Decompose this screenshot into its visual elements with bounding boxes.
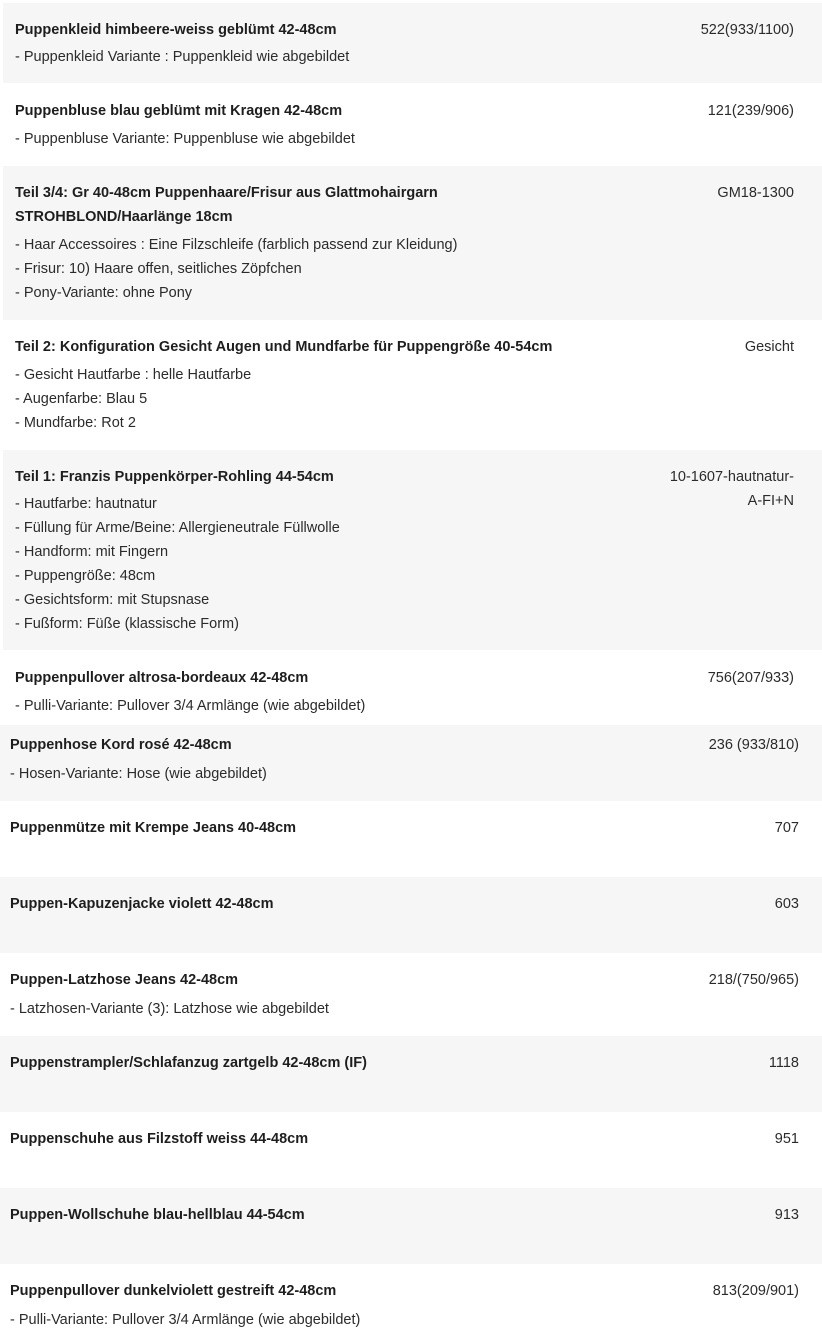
item-article-number: 813(209/901) [712,1283,799,1299]
item-article-number: 1118 [768,1055,799,1071]
item-title: Puppenpullover dunkelviolett gestreift 42-48cm [10,1283,337,1299]
item-article-number: 951 [774,1131,799,1147]
item-title-line-2: STROHBLOND/Haarlänge 18cm [15,209,233,225]
item-option: - Fußform: Füße (klassische Form) [15,616,239,632]
item-option: - Mundfarbe: Rot 2 [15,415,136,431]
item-title-line-1: Teil 3/4: Gr 40-48cm Puppenhaare/Frisur aus Glattmohairgarn [15,185,438,201]
order-item-row [0,953,822,1036]
item-title: Puppenkleid himbeere-weiss geblümt 42-48cm [15,22,337,38]
item-option: - Pulli-Variante: Pullover 3/4 Armlänge (wie abgebildet) [10,1312,361,1328]
item-article-number: 121(239/906) [707,103,794,119]
item-option: - Hautfarbe: hautnatur [15,496,157,512]
item-title: Puppenpullover altrosa-bordeaux 42-48cm [15,670,309,686]
item-option: - Puppenkleid Variante : Puppenkleid wie abgebildet [15,49,350,65]
item-title: Puppen-Latzhose Jeans 42-48cm [10,972,239,988]
item-option: - Handform: mit Fingern [15,544,169,560]
item-title: Puppenhose Kord rosé 42-48cm [10,737,232,753]
item-option: - Puppengröße: 48cm [15,568,156,584]
item-article-number: 913 [774,1207,799,1223]
item-title: Puppenbluse blau geblümt mit Kragen 42-48cm [15,103,343,119]
item-title: Teil 2: Konfiguration Gesicht Augen und Mundfarbe für Puppengröße 40-54cm [15,339,553,355]
item-article-number: GM18-1300 [717,185,794,201]
item-title: Teil 1: Franzis Puppenkörper-Rohling 44-54cm [15,469,334,485]
item-option: - Augenfarbe: Blau 5 [15,391,148,407]
item-article-number: 522(933/1100) [700,22,794,38]
order-item-row [3,83,822,166]
item-option: - Latzhosen-Variante (3): Latzhose wie abgebildet [10,1001,329,1017]
item-option: - Haar Accessoires : Eine Filzschleife (farblich passend zur Kleidung) [15,237,458,253]
item-article-number: 218/(750/965) [708,972,799,988]
item-title: Puppenmütze mit Krempe Jeans 40-48cm [10,820,297,836]
item-title: Puppenstrampler/Schlafanzug zartgelb 42-48cm (IF) [10,1055,367,1071]
item-option: - Puppenbluse Variante: Puppenbluse wie abgebildet [15,131,355,147]
order-item-row [3,3,822,83]
item-article-number: 707 [774,820,799,836]
item-title: Puppen-Wollschuhe blau-hellblau 44-54cm [10,1207,305,1223]
item-title: Puppenschuhe aus Filzstoff weiss 44-48cm [10,1131,309,1147]
item-article-number-line-1: 10-1607-hautnatur- [669,469,794,485]
item-article-number: 603 [774,896,799,912]
item-option: - Gesicht Hautfarbe : helle Hautfarbe [15,367,252,383]
item-option: - Gesichtsform: mit Stupsnase [15,592,210,608]
item-option: - Frisur: 10) Haare offen, seitliches Zöpfchen [15,261,302,277]
item-article-number-line-2: A-FI+N [747,493,794,509]
item-article-number: 236 (933/810) [708,737,799,753]
item-option: - Hosen-Variante: Hose (wie abgebildet) [10,766,267,782]
item-article-number: 756(207/933) [707,670,794,686]
item-option: - Füllung für Arme/Beine: Allergieneutrale Füllwolle [15,520,340,536]
item-option: - Pony-Variante: ohne Pony [15,285,193,301]
item-option: - Pulli-Variante: Pullover 3/4 Armlänge (wie abgebildet) [15,698,366,714]
item-title: Puppen-Kapuzenjacke violett 42-48cm [10,896,274,912]
item-article-number: Gesicht [744,339,794,355]
